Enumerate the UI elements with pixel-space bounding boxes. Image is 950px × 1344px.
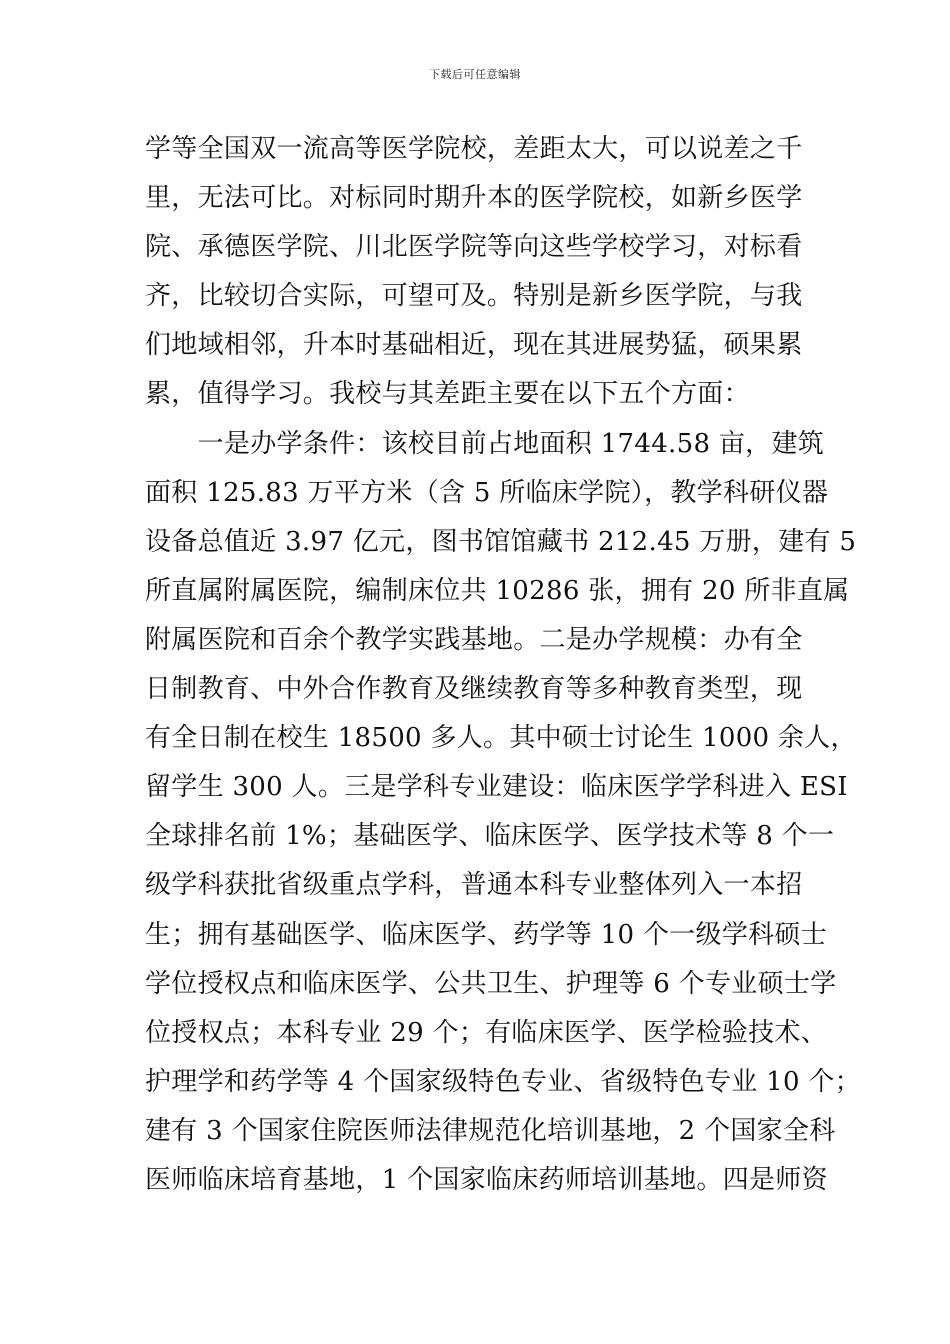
text-line: 所直属附属医院，编制床位共 10286 张，拥有 20 所非直属 — [145, 575, 850, 606]
text-line: 学位授权点和临床医学、公共卫生、护理等 6 个专业硕士学 — [145, 968, 837, 999]
text-line: 级学科获批省级重点学科，普通本科专业整体列入一本招 — [145, 870, 803, 901]
text-line: 医师临床培育基地，1 个国家临床药师培训基地。四是师资 — [145, 1164, 828, 1195]
text-line: 位授权点；本科专业 29 个；有临床医学、医学检验技术、 — [145, 1017, 828, 1048]
text-line: 附属医院和百余个教学实践基地。二是办学规模：办有全 — [145, 624, 803, 655]
text-line: 齐，比较切合实际，可望可及。特别是新乡医学院，与我 — [145, 281, 803, 312]
text-line: 日制教育、中外合作教育及继续教育等多种教育类型，现 — [145, 674, 803, 705]
page-header: 下载后可任意编辑 — [429, 68, 521, 81]
text-line: 留学生 300 人。三是学科专业建设：临床医学学科进入 ESI — [145, 772, 848, 803]
body-text — [145, 125, 861, 1205]
text-line: 生；拥有基础医学、临床医学、药学等 10 个一级学科硕士 — [145, 919, 828, 950]
text-line: 面积 125.83 万平方米（含 5 所临床学院），教学科研仪器 — [145, 477, 829, 508]
text-line: 全球排名前 1%；基础医学、临床医学、医学技术等 8 个一 — [145, 821, 835, 852]
text-line: 一是办学条件：该校目前占地面积 1744.58 亩，建筑 — [145, 428, 825, 459]
text-line: 累，值得学习。我校与其差距主要在以下五个方面： — [145, 379, 750, 410]
text-line: 有全日制在校生 18500 多人。其中硕士讨论生 1000 余人， — [145, 723, 857, 754]
text-line: 设备总值近 3.97 亿元，图书馆馆藏书 212.45 万册，建有 5 — [145, 526, 857, 557]
text-line: 护理学和药学等 4 个国家级特色专业、省级特色专业 10 个； — [145, 1066, 861, 1097]
text-line: 里，无法可比。对标同时期升本的医学院校，如新乡医学 — [145, 183, 803, 214]
text-line: 们地域相邻，升本时基础相近，现在其进展势猛，硕果累 — [145, 330, 803, 361]
text-line: 院、承德医学院、川北医学院等向这些学校学习，对标看 — [145, 232, 803, 263]
text-line: 学等全国双一流高等医学院校，差距太大，可以说差之千 — [145, 134, 803, 164]
text-line: 建有 3 个国家住院医师法律规范化培训基地，2 个国家全科 — [145, 1115, 836, 1146]
